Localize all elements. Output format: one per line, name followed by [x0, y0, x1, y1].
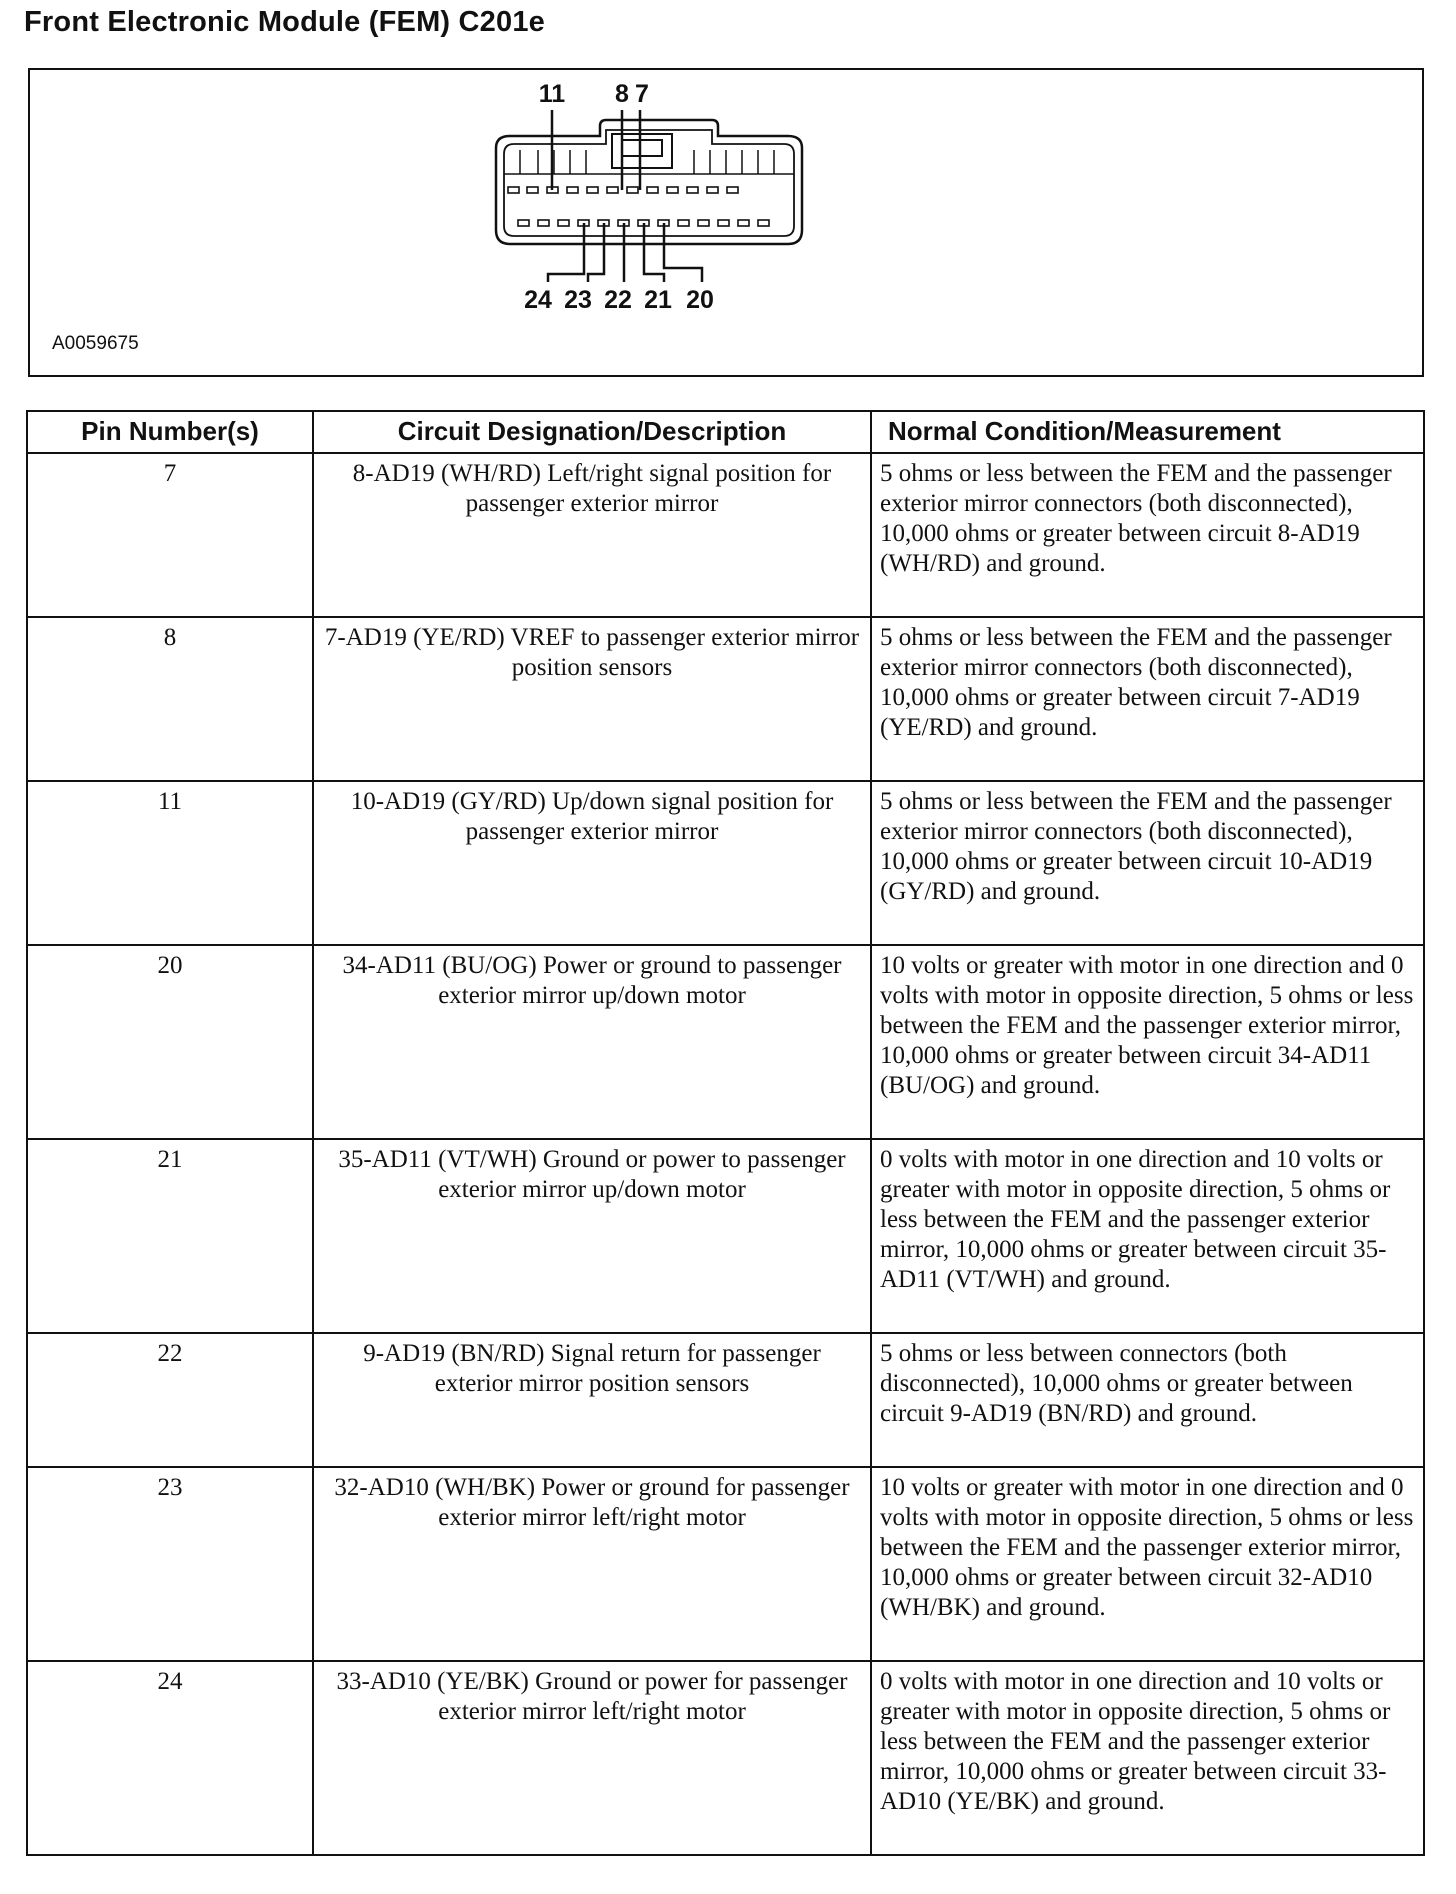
pin-number: 7	[27, 453, 313, 617]
connector-figure	[28, 68, 1424, 377]
normal-condition: 5 ohms or less between connectors (both disconnected), 10,000 ohms or greater between circuit 9-AD19 (BN/RD) and ground.	[871, 1333, 1424, 1467]
circuit-description: 35-AD11 (VT/WH) Ground or power to passenger exterior mirror up/down motor	[313, 1139, 871, 1333]
circuit-description: 9-AD19 (BN/RD) Signal return for passenger exterior mirror position sensors	[313, 1333, 871, 1467]
pin-label-20: 20	[686, 286, 714, 314]
table-row	[27, 1661, 1424, 1855]
circuit-description: 10-AD19 (GY/RD) Up/down signal position for passenger exterior mirror	[313, 781, 871, 945]
table-row	[27, 781, 1424, 945]
table-row	[27, 1467, 1424, 1661]
pin-number: 22	[27, 1333, 313, 1467]
header-normal-condition: Normal Condition/Measurement	[871, 411, 1424, 453]
page-title: Front Electronic Module (FEM) C201e	[24, 6, 545, 38]
normal-condition: 5 ohms or less between the FEM and the passenger exterior mirror connectors (both disconnected), 10,000 ohms or greater between circuit 8-AD19 (WH/RD) and ground.	[871, 453, 1424, 617]
pin-number: 11	[27, 781, 313, 945]
table-row	[27, 945, 1424, 1139]
table-header-row	[27, 411, 1424, 453]
table-row	[27, 1333, 1424, 1467]
circuit-description: 7-AD19 (YE/RD) VREF to passenger exterior mirror position sensors	[313, 617, 871, 781]
pin-number: 21	[27, 1139, 313, 1333]
normal-condition: 5 ohms or less between the FEM and the passenger exterior mirror connectors (both disconnected), 10,000 ohms or greater between circuit 7-AD19 (YE/RD) and ground.	[871, 617, 1424, 781]
pin-number: 20	[27, 945, 313, 1139]
pin-number: 8	[27, 617, 313, 781]
header-circuit-description: Circuit Designation/Description	[313, 411, 871, 453]
pin-table	[26, 410, 1425, 1856]
pin-label-23: 23	[564, 286, 592, 314]
pin-label-8: 8	[615, 80, 629, 108]
table-row	[27, 617, 1424, 781]
normal-condition: 10 volts or greater with motor in one direction and 0 volts with motor in opposite direction, 5 ohms or less between the FEM and the passenger exterior mirror, 10,000 ohms or greater between circuit 34-AD11 (BU/OG) and ground.	[871, 945, 1424, 1139]
circuit-description: 32-AD10 (WH/BK) Power or ground for passenger exterior mirror left/right motor	[313, 1467, 871, 1661]
pin-label-24: 24	[524, 286, 552, 314]
normal-condition: 0 volts with motor in one direction and 10 volts or greater with motor in opposite direction, 5 ohms or less between the FEM and the passenger exterior mirror, 10,000 ohms or greater between circuit 35-AD11 (VT/WH) and ground.	[871, 1139, 1424, 1333]
figure-id: A0059675	[52, 333, 139, 354]
pin-number: 24	[27, 1661, 313, 1855]
normal-condition: 0 volts with motor in one direction and 10 volts or greater with motor in opposite direction, 5 ohms or less between the FEM and the passenger exterior mirror, 10,000 ohms or greater between circuit 33-AD10 (YE/BK) and ground.	[871, 1661, 1424, 1855]
pin-label-7: 7	[635, 80, 649, 108]
table-row	[27, 1139, 1424, 1333]
table-row	[27, 453, 1424, 617]
normal-condition: 5 ohms or less between the FEM and the passenger exterior mirror connectors (both disconnected), 10,000 ohms or greater between circuit 10-AD19 (GY/RD) and ground.	[871, 781, 1424, 945]
pin-number: 23	[27, 1467, 313, 1661]
circuit-description: 8-AD19 (WH/RD) Left/right signal position for passenger exterior mirror	[313, 453, 871, 617]
normal-condition: 10 volts or greater with motor in one direction and 0 volts with motor in opposite direction, 5 ohms or less between the FEM and the passenger exterior mirror, 10,000 ohms or greater between circuit 32-AD10 (WH/BK) and ground.	[871, 1467, 1424, 1661]
pin-label-11: 11	[538, 80, 566, 108]
connector-diagram	[30, 70, 1426, 379]
circuit-description: 33-AD10 (YE/BK) Ground or power for passenger exterior mirror left/right motor	[313, 1661, 871, 1855]
pin-label-21: 21	[644, 286, 672, 314]
pin-label-22: 22	[604, 286, 632, 314]
circuit-description: 34-AD11 (BU/OG) Power or ground to passenger exterior mirror up/down motor	[313, 945, 871, 1139]
header-pin-number: Pin Number(s)	[27, 411, 313, 453]
